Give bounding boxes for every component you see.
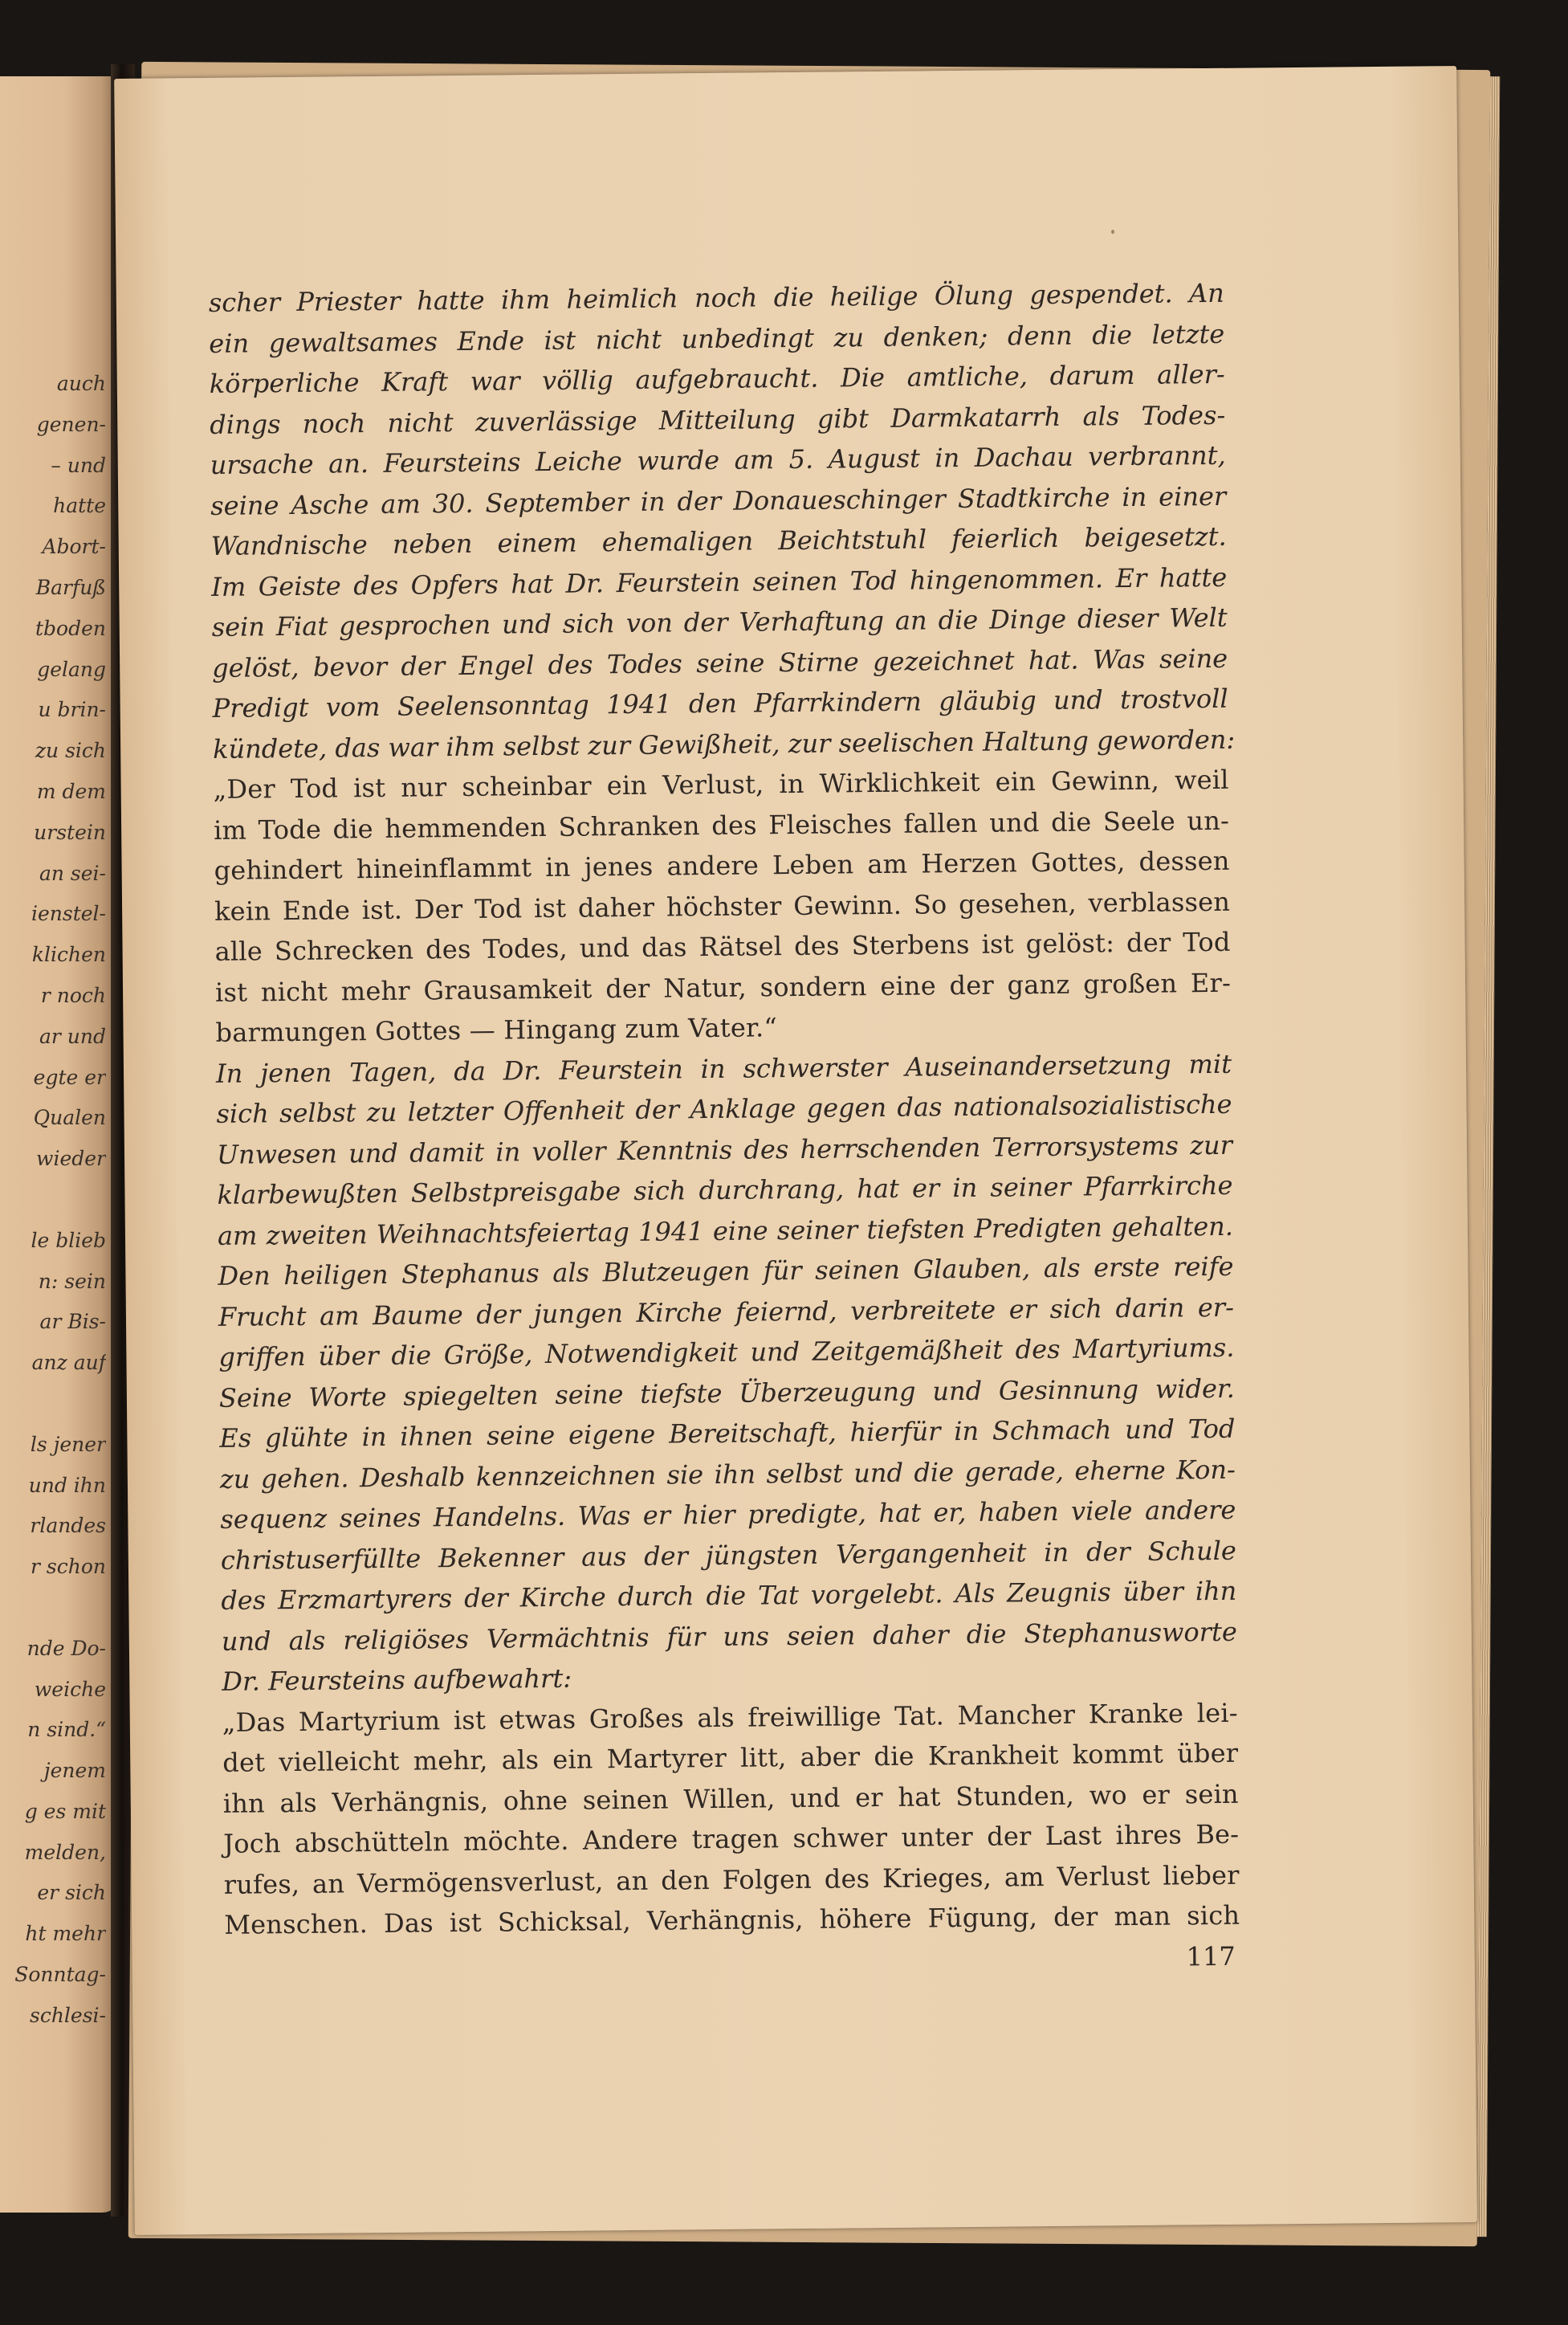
text-line: und als religiöses Vermächtnis für uns seien daher die Stephanusworte bbox=[221, 1616, 1237, 1657]
left-page-fragment: klichen bbox=[31, 943, 106, 967]
left-page-fragment: r noch bbox=[40, 983, 106, 1007]
text-line: Den heiligen Stephanus als Blutzeugen für seinen Glauben, als erste reife bbox=[218, 1250, 1234, 1291]
left-page-fragment: le blieb bbox=[31, 1228, 106, 1252]
text-line: sich selbst zu letzter Offenheit der Anklage gegen das nationalsozialistische bbox=[216, 1088, 1232, 1129]
text-line: klarbewußten Selbstpreisgabe sich durchrang, hat er in seiner Pfarrkirche bbox=[217, 1169, 1233, 1210]
text-line: im Tode die hemmenden Schranken des Fleisches fallen und die Seele un- bbox=[213, 805, 1230, 846]
left-page-fragment: n: sein bbox=[38, 1269, 106, 1293]
text-line: Dr. Feursteins aufbewahrt: bbox=[222, 1662, 572, 1697]
left-page-fragment: Abort- bbox=[42, 535, 106, 559]
left-page-fragment bbox=[0, 1180, 106, 1221]
left-page-fragment: ls jener bbox=[30, 1432, 106, 1456]
left-page-fragment: egte er bbox=[33, 1065, 106, 1089]
text-line: Predigt vom Seelensonntag 1941 den Pfarrkindern gläubig und trostvoll bbox=[212, 683, 1228, 724]
left-page-fragment: ar und bbox=[39, 1024, 106, 1048]
left-page-fragment: auch bbox=[56, 372, 106, 395]
text-line: Im Geiste des Opfers hat Dr. Feurstein seinen Tod hingenommen. Er hatte bbox=[211, 561, 1228, 602]
text-line: barmungen Gottes — Hingang zum Vater.“ bbox=[215, 1012, 778, 1048]
left-page-fragment: gelang bbox=[37, 657, 106, 681]
page-stack-edge bbox=[1477, 76, 1500, 2237]
left-page-fragment: – und bbox=[51, 453, 106, 477]
text-line: Frucht am Baume der jungen Kirche feiernd, verbreitete er sich darin er- bbox=[218, 1291, 1235, 1332]
text-line: „Der Tod ist nur scheinbar ein Verlust, in Wirklichkeit ein Gewinn, weil bbox=[213, 764, 1229, 805]
page-body-text bbox=[209, 273, 1240, 1946]
left-page-fragment: und ihn bbox=[28, 1473, 106, 1497]
text-line: alle Schrecken des Todes, und das Rätsel des Sterbens ist gelöst: der Tod bbox=[214, 926, 1231, 967]
text-line: Joch abschütteln möchte. Andere tragen schwer unter der Last ihres Be- bbox=[223, 1818, 1240, 1859]
text-line: ist nicht mehr Grausamkeit der Natur, sondern eine der ganz großen Er- bbox=[214, 967, 1232, 1008]
left-page-fragment: u brin- bbox=[38, 698, 106, 722]
left-page-fragment: rlandes bbox=[30, 1514, 106, 1538]
left-page-fragment: jenem bbox=[43, 1759, 106, 1783]
left-page-fragment: zu sich bbox=[35, 739, 106, 763]
paper-fleck bbox=[1111, 230, 1114, 234]
text-line: Menschen. Das ist Schicksal, Verhängnis, höhere Fügung, der man sich bbox=[224, 1899, 1240, 1940]
left-page-fragment: tboden bbox=[35, 616, 106, 640]
left-page-fragment: n sind.“ bbox=[27, 1718, 106, 1742]
text-line: gelöst, bevor der Engel des Todes seine Stirne gezeichnet hat. Was seine bbox=[212, 642, 1228, 683]
text-line: ursache an. Feursteins Leiche wurde am 5. August in Dachau verbrannt, bbox=[210, 439, 1226, 480]
right-page bbox=[114, 66, 1477, 2235]
left-page-fragment: genen- bbox=[36, 412, 106, 436]
text-line: des Erzmartyrers der Kirche durch die Tat vorgelebt. Als Zeugnis über ihn bbox=[221, 1575, 1237, 1616]
left-page-fragment: g es mit bbox=[24, 1799, 106, 1823]
left-page-fragment: Barfuß bbox=[35, 575, 106, 599]
text-line: zu gehen. Deshalb kennzeichnen sie ihn selbst und die gerade, eherne Kon- bbox=[219, 1454, 1236, 1495]
text-line: am zweiten Weihnachtsfeiertag 1941 eine seiner tiefsten Predigten gehalten. bbox=[217, 1210, 1234, 1251]
left-page-fragment: hatte bbox=[53, 494, 106, 518]
left-page-fragment: nde Do- bbox=[26, 1636, 106, 1660]
text-line: scher Priester hatte ihm heimlich noch die heilige Ölung gespendet. An bbox=[208, 277, 1224, 318]
left-page-fragment: r schon bbox=[31, 1555, 106, 1579]
left-page-fragment: wieder bbox=[36, 1147, 106, 1171]
left-page-fragment: anz auf bbox=[31, 1351, 106, 1375]
text-line: ihn als Verhängnis, ohne seinen Willen, und er hat Stunden, wo er sein bbox=[222, 1778, 1239, 1819]
text-line: sequenz seines Handelns. Was er hier predigte, hat er, haben viele andere bbox=[220, 1494, 1236, 1535]
text-line: „Das Martyrium ist etwas Großes als freiwillige Tat. Mancher Kranke lei- bbox=[222, 1697, 1238, 1738]
left-page-fragment: ar Bis- bbox=[39, 1310, 106, 1334]
text-line: griffen über die Größe, Notwendigkeit und Zeitgemäßheit des Martyriums. bbox=[218, 1332, 1235, 1373]
text-line: seine Asche am 30. September in der Donaueschinger Stadtkirche in einer bbox=[210, 480, 1227, 521]
text-line: kündete, das war ihm selbst zur Gewißheit, zur seelischen Haltung geworden: bbox=[212, 724, 1236, 765]
text-line: körperliche Kraft war völlig aufgebraucht. Die amtliche, darum aller- bbox=[209, 358, 1225, 399]
left-page-fragment: m dem bbox=[36, 779, 106, 803]
left-page-fragment: ienstel- bbox=[31, 902, 106, 926]
text-line: sein Fiat gesprochen und sich von der Verhaftung an die Dinge dieser Welt bbox=[211, 602, 1228, 642]
text-line: Wandnische neben einem ehemaligen Beichtstuhl feierlich beigesetzt. bbox=[210, 520, 1227, 561]
left-page-text-fragments bbox=[0, 364, 106, 2037]
text-line: Es glühte in ihnen seine eigene Bereitschaft, hierfür in Schmach und Tod bbox=[219, 1413, 1236, 1454]
text-line: ein gewaltsames Ende ist nicht unbedingt zu denken; denn die letzte bbox=[209, 318, 1225, 359]
left-page-fragment: Qualen bbox=[33, 1106, 106, 1130]
text-line: In jenen Tagen, da Dr. Feurstein in schwerster Auseinandersetzung mit bbox=[215, 1048, 1232, 1089]
left-page-fragment: schlesi- bbox=[30, 2003, 106, 2027]
left-facing-page bbox=[0, 76, 119, 2213]
text-line: Seine Worte spiegelten seine tiefste Überzeugung und Gesinnung wider. bbox=[218, 1373, 1236, 1413]
left-page-fragment: weiche bbox=[34, 1677, 106, 1701]
left-page-fragment: an sei- bbox=[39, 861, 106, 885]
left-page-fragment: melden, bbox=[24, 1840, 106, 1864]
left-page-fragment bbox=[0, 1384, 106, 1425]
text-line: dings noch nicht zuverlässige Mitteilung gibt Darmkatarrh als Todes- bbox=[210, 399, 1226, 440]
text-line: kein Ende ist. Der Tod ist daher höchster Gewinn. So gesehen, verblassen bbox=[214, 886, 1231, 927]
text-line: gehindert hineinflammt in jenes andere Leben am Herzen Gottes, dessen bbox=[214, 845, 1230, 886]
text-line: rufes, an Vermögensverlust, an den Folgen des Krieges, am Verlust lieber bbox=[223, 1859, 1240, 1900]
text-line: Unwesen und damit in voller Kenntnis des herrschenden Terrorsystems zur bbox=[216, 1129, 1233, 1170]
left-page-fragment: Sonntag- bbox=[14, 1963, 106, 1987]
page-number: 117 bbox=[1186, 1940, 1236, 1972]
text-line: christuserfüllte Bekenner aus der jüngsten Vergangenheit in der Schule bbox=[220, 1535, 1236, 1576]
left-page-fragment: ht mehr bbox=[25, 1922, 106, 1946]
left-page-fragment: er sich bbox=[37, 1881, 106, 1905]
left-page-fragment bbox=[0, 1588, 106, 1629]
text-line: det vielleicht mehr, als ein Martyrer litt, aber die Krankheit kommt über bbox=[222, 1737, 1239, 1778]
left-page-fragment: urstein bbox=[34, 820, 106, 844]
